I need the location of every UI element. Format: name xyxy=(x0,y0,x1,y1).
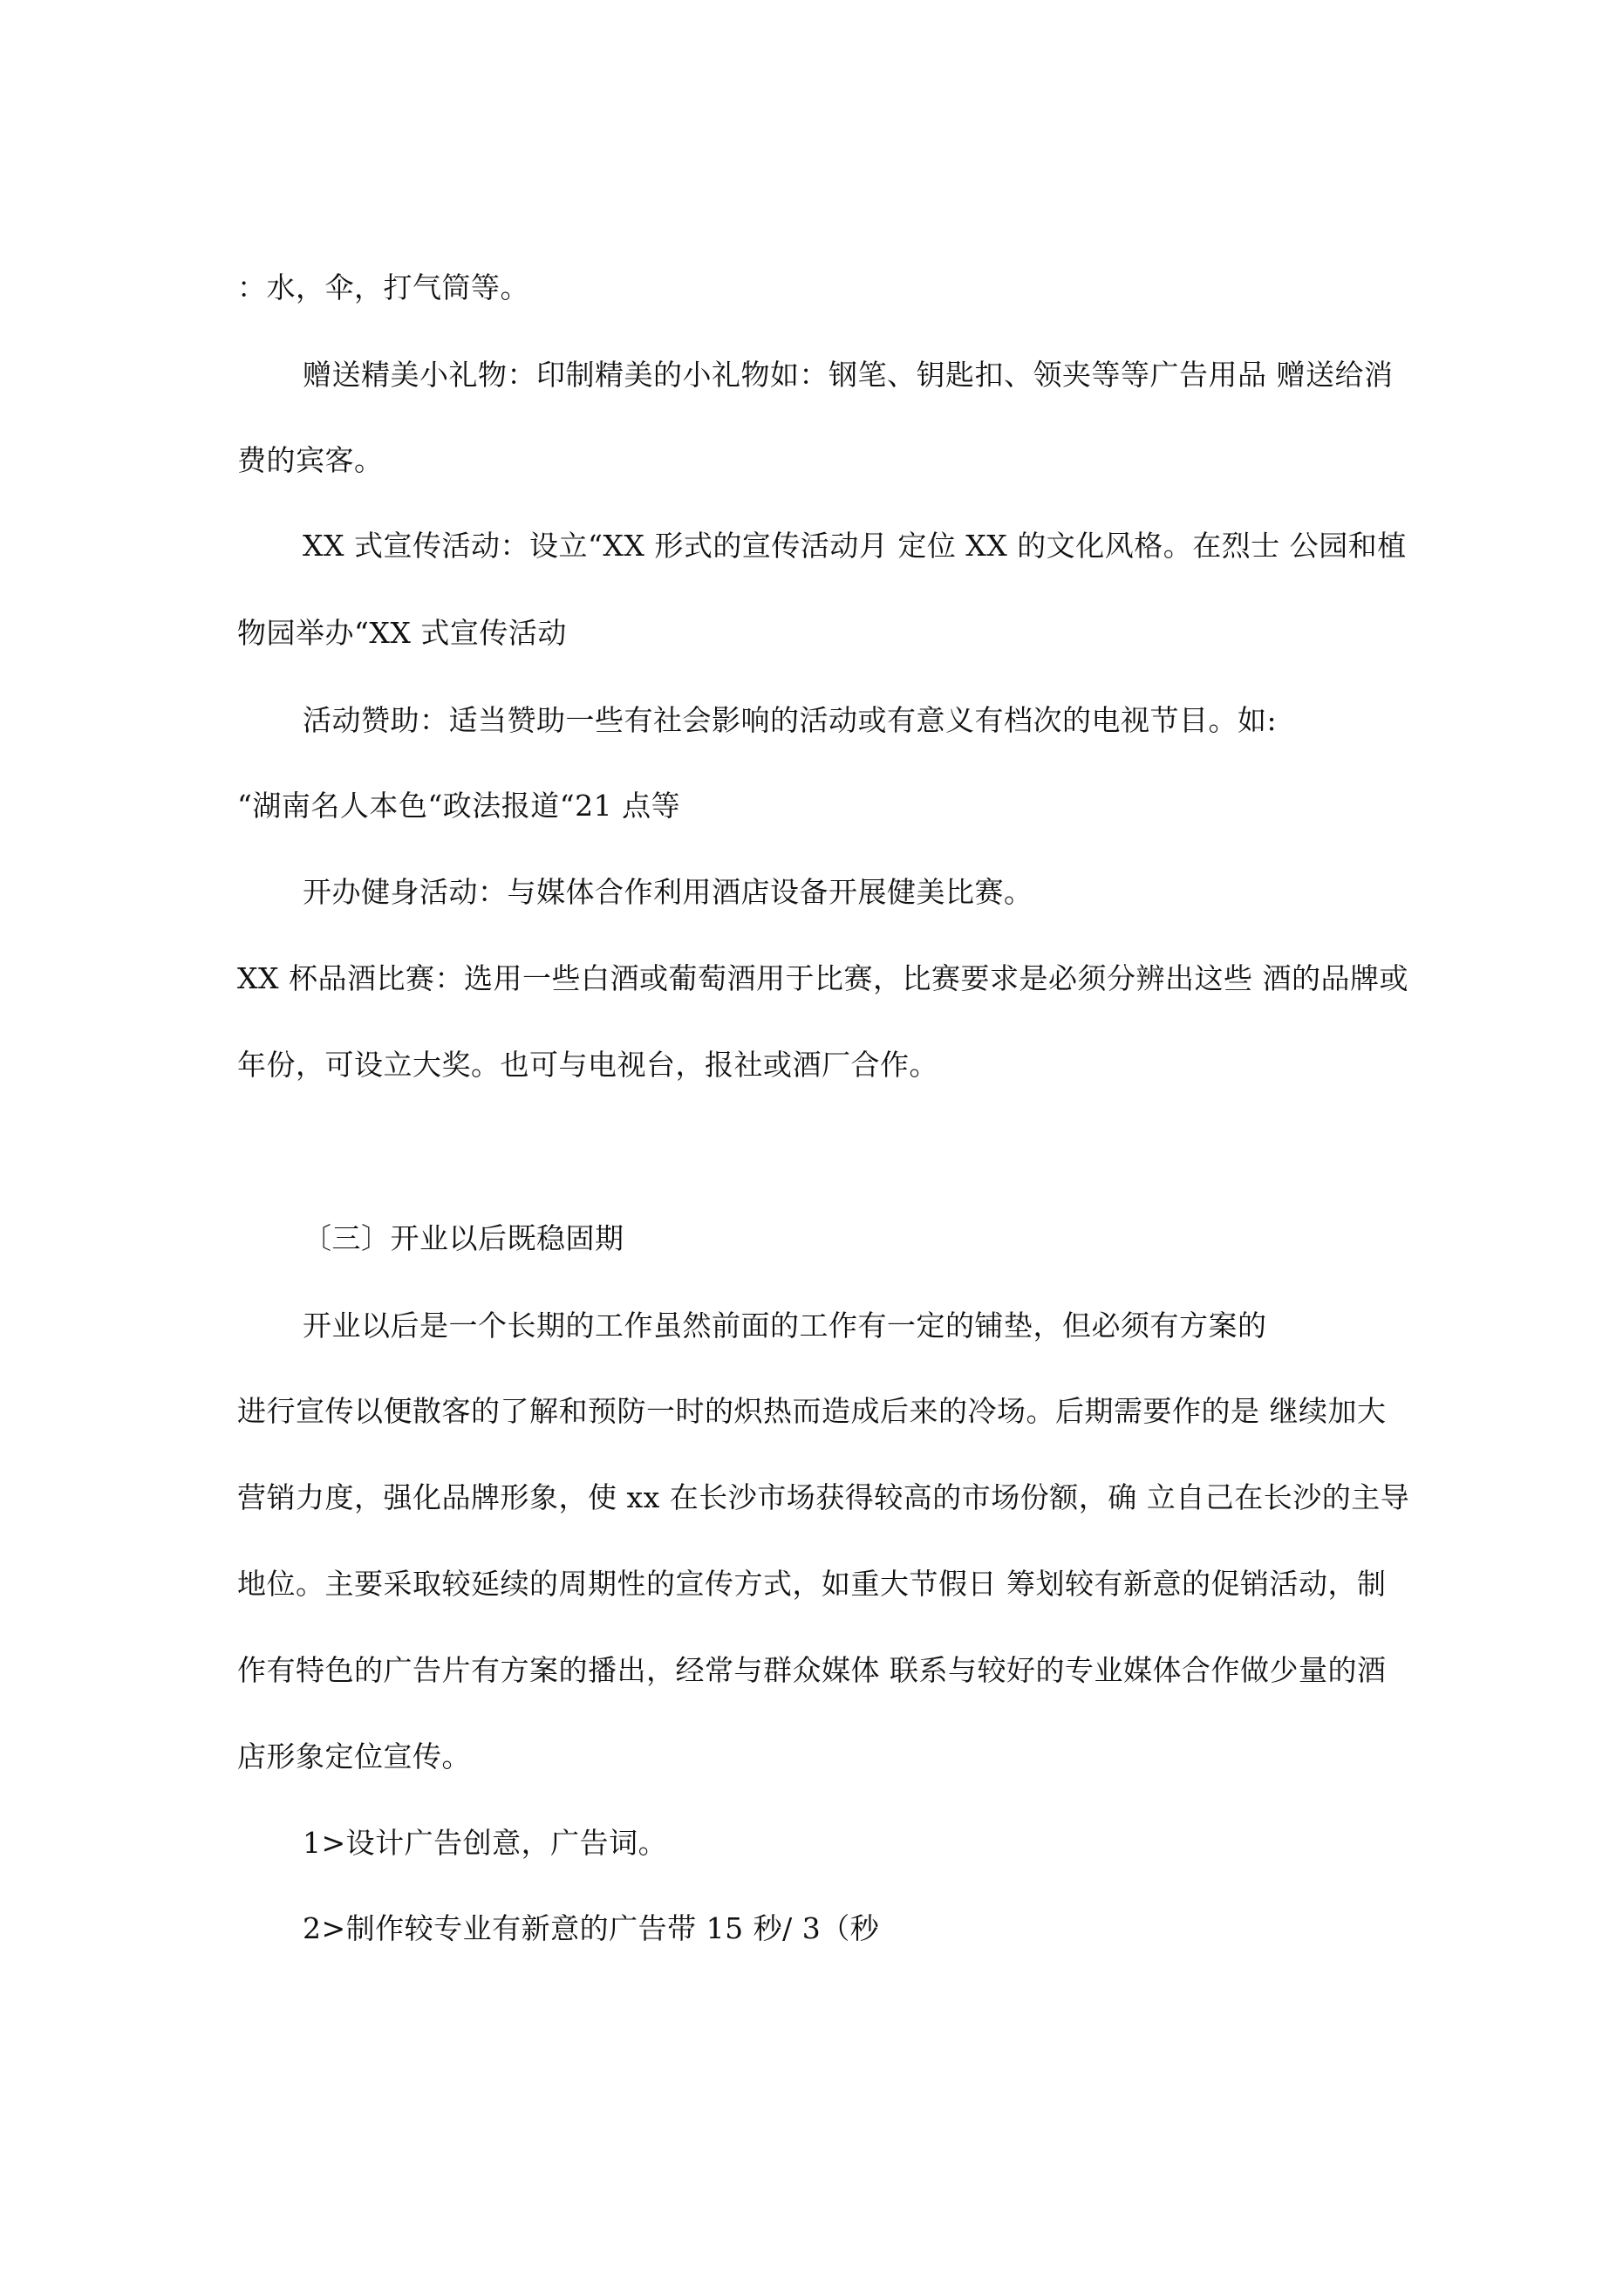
text-line-stabilization-3: 营销力度，强化品牌形象，使 xx 在长沙市场获得较高的市场份额，确 立自己在长沙的主导 xyxy=(237,1480,1410,1514)
text-line-sponsorship-programs: “湖南名人本色“政法报道“21 点等 xyxy=(237,789,681,823)
text-line-stabilization-5: 作有特色的广告片有方案的播出，经常与群众媒体 联系与较好的专业媒体合作做少量的酒 xyxy=(237,1653,1387,1687)
list-item-ad-production: 2>制作较专业有新意的广告带 15 秒/ 3（秒 xyxy=(303,1911,880,1945)
text-line-sponsorship: 活动赞助：适当赞助一些有社会影响的活动或有意义有档次的电视节目。如: xyxy=(303,703,1278,737)
text-line-gift-items-end: ：水，伞，打气筒等。 xyxy=(237,270,529,304)
list-item-ad-creative: 1>设计广告创意，广告词。 xyxy=(303,1826,668,1860)
text-line-stabilization-intro: 开业以后是一个长期的工作虽然前面的工作有一定的铺垫，但必须有方案的 xyxy=(303,1309,1267,1343)
text-line-stabilization-2: 进行宣传以便散客的了解和预防一时的炽热而造成后来的冷场。后期需要作的是 继续加大 xyxy=(237,1394,1387,1428)
text-line-promo-activity: XX 式宣传活动：设立“XX 形式的宣传活动月 定位 XX 的文化风格。在烈士 公园和植 xyxy=(303,529,1407,563)
text-line-gifts-end: 费的宾客。 xyxy=(237,443,384,477)
text-line-fitness-activity: 开办健身活动：与媒体合作利用酒店设备开展健美比赛。 xyxy=(303,875,1033,909)
text-line-wine-contest-end: 年份，可设立大奖。也可与电视台，报社或酒厂合作。 xyxy=(237,1048,938,1082)
text-line-gifts-intro: 赠送精美小礼物：印制精美的小礼物如：钢笔、钥匙扣、领夹等等广告用品 赠送给消 xyxy=(303,358,1394,392)
text-line-stabilization-4: 地位。主要采取较延续的周期性的宣传方式，如重大节假日 筹划较有新意的促销活动，制 xyxy=(237,1567,1387,1601)
text-line-promo-activity-end: 物园举办“XX 式宣传活动 xyxy=(237,616,567,650)
text-line-stabilization-end: 店形象定位宣传。 xyxy=(237,1739,471,1773)
section-heading: 〔三〕开业以后既稳固期 xyxy=(303,1221,624,1255)
text-line-wine-contest: XX 杯品酒比赛：选用一些白酒或葡萄酒用于比赛，比赛要求是必须分辨出这些 酒的品牌或 xyxy=(237,961,1408,995)
